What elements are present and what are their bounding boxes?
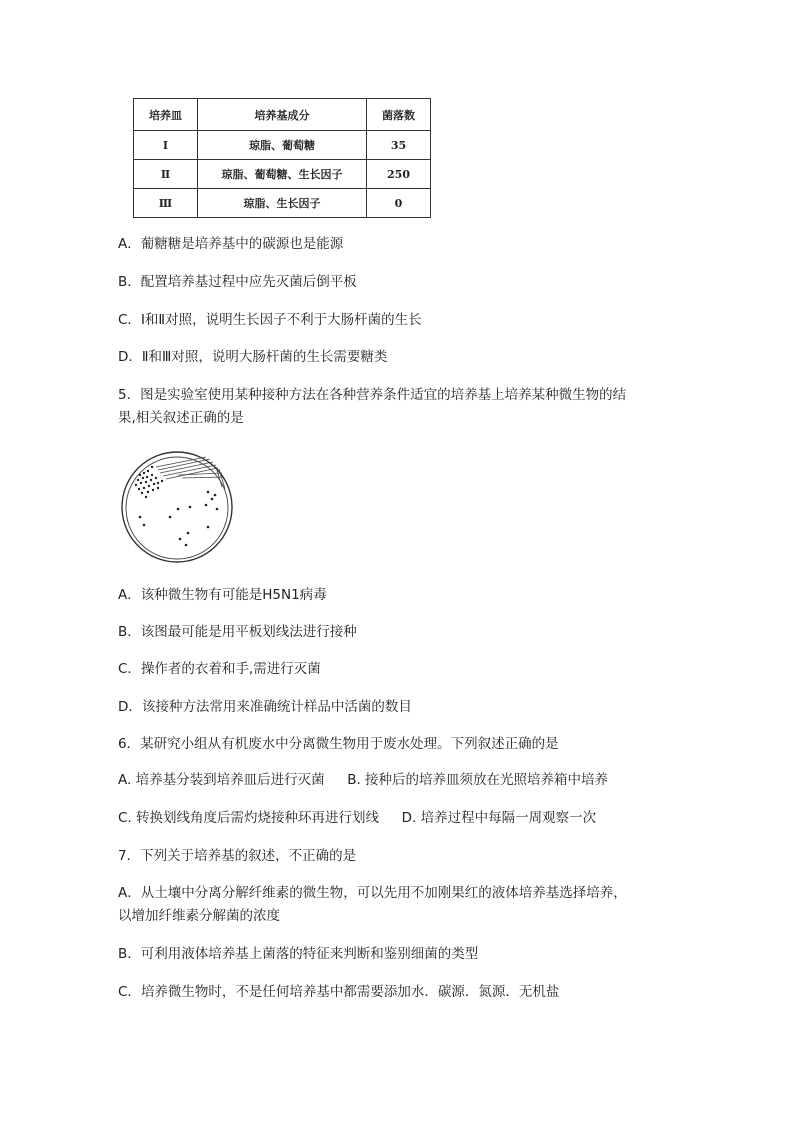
option-text: 操作者的衣着和手,需进行灭菌 (140, 661, 321, 677)
cell-medium: 琼脂、葡萄糖、生长因子 (198, 160, 367, 189)
q6-options-ab (118, 770, 608, 790)
q5-option-c (118, 659, 321, 679)
cell-medium: 琼脂、葡萄糖 (198, 131, 367, 160)
option-letter: C． (118, 984, 141, 1000)
q7-option-a-continued (118, 906, 280, 926)
cell-dish: Ⅱ (134, 160, 198, 189)
option-text: 配置培养基过程中应先灭菌后倒平板 (140, 274, 357, 290)
question-number: 7． (118, 848, 141, 864)
option-text-line2: 以增加纤维素分解菌的浓度 (118, 908, 280, 924)
cell-medium: 琼脂、生长因子 (198, 189, 367, 218)
option-letter: C． (118, 312, 141, 328)
option-text: 该种微生物有可能是H5N1病毒 (140, 587, 327, 603)
option-text: 该接种方法常用来准确统计样品中活菌的数目 (141, 699, 412, 715)
option-letter: D． (118, 349, 142, 365)
option-letter: D． (118, 699, 142, 715)
option-text: 该图最可能是用平板划线法进行接种 (140, 624, 357, 640)
q7-option-b (118, 944, 478, 964)
q7-option-a (118, 883, 627, 903)
option-text: 葡糖糖是培养基中的碳源也是能源 (140, 236, 344, 252)
q6-options-cd (118, 808, 596, 828)
table-row (134, 160, 431, 189)
petri-dish-figure (118, 447, 238, 567)
question-stem-line2: 果,相关叙述正确的是 (118, 410, 244, 426)
option-text: 接种后的培养皿须放在光照培养箱中培养 (365, 772, 609, 788)
cell-dish: Ⅰ (134, 131, 198, 160)
q4-option-a (118, 234, 343, 254)
dish-inner-rim (126, 457, 228, 559)
question-number: 6． (118, 736, 141, 752)
cell-dish: Ⅲ (134, 189, 198, 218)
q5-option-a (118, 585, 327, 605)
q5-stem (118, 385, 626, 405)
cell-count: 250 (367, 160, 431, 189)
option-letter: A． (118, 885, 141, 901)
table-header-row (134, 99, 431, 131)
question-stem: 图是实验室使用某种接种方法在各种营养条件适宜的培养基上培养某种微生物的结 (140, 387, 627, 403)
q7-option-c (118, 982, 559, 1002)
header-medium: 培养基成分 (198, 99, 367, 131)
option-letter: B． (118, 624, 141, 640)
table-row (134, 189, 431, 218)
option-text: 培养过程中每隔一周观察一次 (420, 810, 597, 826)
q7-stem (118, 846, 356, 866)
option-text: Ⅱ和Ⅲ对照，说明大肠杆菌的生长需要糖类 (141, 349, 388, 365)
option-text: 转换划线角度后需灼烧接种环再进行划线 (136, 810, 380, 826)
q4-option-b (118, 272, 357, 292)
option-letter: D. (401, 810, 417, 826)
streak-lines (156, 457, 225, 489)
q4-option-c (118, 310, 422, 330)
q4-option-d (118, 347, 387, 367)
q5-option-b (118, 622, 357, 642)
header-dish: 培养皿 (134, 99, 198, 131)
option-letter: C． (118, 661, 141, 677)
question-stem: 下列关于培养基的叙述，不正确的是 (140, 848, 357, 864)
option-letter: B． (118, 946, 141, 962)
option-text: 可利用液体培养基上菌落的特征来判断和鉴别细菌的类型 (140, 946, 479, 962)
option-text: Ⅰ和Ⅱ对照，说明生长因子不利于大肠杆菌的生长 (140, 312, 422, 328)
q6-stem (118, 734, 559, 754)
question-stem: 某研究小组从有机废水中分离微生物用于废水处理。下列叙述正确的是 (140, 736, 559, 752)
q5-option-d (118, 697, 412, 717)
option-text: 培养微生物时，不是任何培养基中都需要添加水．碳源．氮源．无机盐 (140, 984, 560, 1000)
cell-count: 35 (367, 131, 431, 160)
option-letter: B. (347, 772, 361, 788)
table-row (134, 131, 431, 160)
option-letter: A． (118, 587, 141, 603)
colony-dots (135, 466, 219, 547)
option-text: 培养基分装到培养皿后进行灭菌 (135, 772, 325, 788)
question-number: 5． (118, 387, 141, 403)
culture-results-table (133, 98, 431, 218)
option-text: 从土壤中分离分解纤维素的微生物，可以先用不加刚果红的液体培养基选择培养， (140, 885, 627, 901)
header-colony-count: 菌落数 (367, 99, 431, 131)
option-letter: B． (118, 274, 141, 290)
q5-stem-continued (118, 408, 244, 428)
option-letter: C. (118, 810, 132, 826)
cell-count: 0 (367, 189, 431, 218)
option-letter: A． (118, 236, 141, 252)
option-letter: A. (118, 772, 132, 788)
